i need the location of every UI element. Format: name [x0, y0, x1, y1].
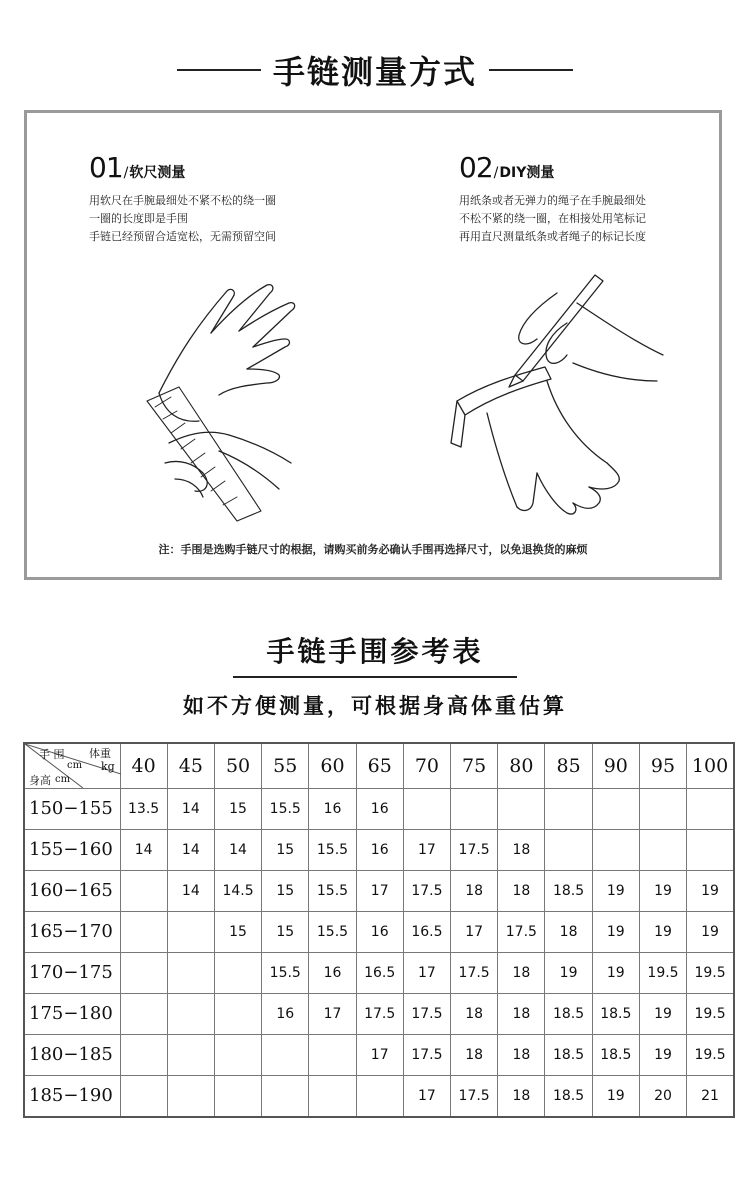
wrist-size-cell: 19 — [545, 952, 592, 993]
wrist-size-cell: 18 — [451, 993, 498, 1034]
weight-header-cell: 70 — [403, 743, 450, 789]
wrist-size-cell: 18 — [451, 870, 498, 911]
wrist-size-cell — [167, 993, 214, 1034]
table-row — [24, 911, 734, 952]
wrist-size-cell — [120, 993, 167, 1034]
wrist-size-cell: 17.5 — [356, 993, 403, 1034]
wrist-size-cell — [639, 789, 686, 830]
wrist-size-cell: 19.5 — [639, 952, 686, 993]
wrist-size-cell: 19 — [639, 911, 686, 952]
wrist-size-cell: 19.5 — [687, 993, 734, 1034]
wrist-size-cell: 15 — [262, 829, 309, 870]
method-number: 02 — [459, 151, 493, 184]
page-header — [0, 48, 750, 92]
wrist-size-cell: 19.5 — [687, 1034, 734, 1075]
weight-header-cell: 100 — [687, 743, 734, 789]
wrist-size-cell — [262, 1075, 309, 1117]
corner-wrist-unit: cm — [67, 760, 83, 771]
wrist-size-cell — [451, 789, 498, 830]
wrist-size-cell: 16 — [356, 911, 403, 952]
method-description-line: 一圈的长度即是手围 — [89, 212, 188, 225]
wrist-size-cell — [309, 1034, 356, 1075]
wrist-size-cell: 17.5 — [498, 911, 545, 952]
wrist-size-cell — [214, 1075, 261, 1117]
table-row — [24, 789, 734, 830]
wrist-size-cell: 17.5 — [451, 1075, 498, 1117]
wrist-size-cell — [167, 911, 214, 952]
wrist-size-cell: 18 — [498, 829, 545, 870]
wrist-size-cell: 17.5 — [403, 870, 450, 911]
weight-header-cell: 90 — [592, 743, 639, 789]
wrist-size-cell: 19 — [592, 911, 639, 952]
table-row — [24, 1075, 734, 1117]
weight-header-cell: 65 — [356, 743, 403, 789]
wrist-size-cell: 16 — [356, 789, 403, 830]
wrist-size-cell: 16 — [309, 952, 356, 993]
wrist-size-cell: 19.5 — [687, 952, 734, 993]
wrist-size-cell: 18 — [545, 911, 592, 952]
method-name: 软尺测量 — [129, 165, 186, 181]
method-soft-ruler — [89, 151, 276, 246]
wrist-size-cell: 17 — [403, 952, 450, 993]
wrist-size-cell: 19 — [639, 993, 686, 1034]
weight-header-cell: 40 — [120, 743, 167, 789]
wrist-size-cell: 18 — [498, 993, 545, 1034]
wrist-size-cell: 13.5 — [120, 789, 167, 830]
weight-header-cell: 75 — [451, 743, 498, 789]
weight-header-cell: 85 — [545, 743, 592, 789]
wrist-size-cell — [545, 829, 592, 870]
wrist-size-cell: 18.5 — [592, 993, 639, 1034]
height-range-cell: 185−190 — [24, 1075, 120, 1117]
wrist-size-cell: 18.5 — [545, 870, 592, 911]
wrist-size-cell — [639, 829, 686, 870]
wrist-size-cell — [120, 870, 167, 911]
method-diy — [459, 151, 646, 246]
wrist-size-cell: 17.5 — [403, 1034, 450, 1075]
wrist-size-cell — [592, 789, 639, 830]
wrist-size-cell: 20 — [639, 1075, 686, 1117]
wrist-size-cell: 21 — [687, 1075, 734, 1117]
wrist-size-cell: 15.5 — [262, 952, 309, 993]
wrist-size-cell: 18 — [498, 952, 545, 993]
wrist-size-cell: 18.5 — [545, 993, 592, 1034]
wrist-size-cell: 16.5 — [356, 952, 403, 993]
height-range-cell: 160−165 — [24, 870, 120, 911]
wrist-size-table — [23, 742, 735, 1118]
wrist-size-cell: 14 — [167, 870, 214, 911]
wrist-size-cell: 15 — [262, 911, 309, 952]
wrist-size-cell — [120, 1075, 167, 1117]
wrist-size-cell: 17 — [356, 1034, 403, 1075]
wrist-size-cell — [687, 829, 734, 870]
table-header-row — [24, 743, 734, 789]
method-name: DIY测量 — [499, 165, 555, 181]
wrist-size-cell — [545, 789, 592, 830]
wrist-size-cell: 14.5 — [214, 870, 261, 911]
wrist-size-cell: 18.5 — [545, 1034, 592, 1075]
wrist-size-cell: 17 — [356, 870, 403, 911]
reference-title-underline — [233, 676, 517, 678]
wrist-size-cell: 17.5 — [451, 829, 498, 870]
weight-header-cell: 50 — [214, 743, 261, 789]
method-number: 01 — [89, 151, 123, 184]
corner-height-unit: cm — [55, 774, 71, 785]
wrist-size-cell: 17 — [309, 993, 356, 1034]
wrist-size-cell — [687, 789, 734, 830]
wrist-size-cell: 19 — [687, 870, 734, 911]
corner-weight-label: 体重 — [89, 747, 111, 760]
wrist-size-cell: 19 — [639, 870, 686, 911]
height-range-cell: 165−170 — [24, 911, 120, 952]
method-description — [89, 192, 276, 246]
wrist-size-cell — [214, 1034, 261, 1075]
weight-header-cell: 95 — [639, 743, 686, 789]
wrist-size-cell: 17 — [403, 1075, 450, 1117]
weight-header-cell: 45 — [167, 743, 214, 789]
method-description — [459, 192, 646, 246]
wrist-size-cell: 18 — [498, 1034, 545, 1075]
wrist-size-cell — [309, 1075, 356, 1117]
weight-header-cell: 60 — [309, 743, 356, 789]
method-description-line: 再用直尺测量纸条或者绳子的标记长度 — [459, 230, 646, 243]
height-range-cell: 150−155 — [24, 789, 120, 830]
wrist-size-cell — [120, 1034, 167, 1075]
wrist-size-cell: 18 — [451, 1034, 498, 1075]
wrist-size-cell — [214, 993, 261, 1034]
wrist-size-cell: 14 — [120, 829, 167, 870]
wrist-size-cell: 17.5 — [403, 993, 450, 1034]
wrist-size-cell: 16 — [262, 993, 309, 1034]
wrist-size-cell: 17 — [451, 911, 498, 952]
wrist-size-cell: 17.5 — [451, 952, 498, 993]
wrist-size-cell — [403, 789, 450, 830]
diy-paper-strip-illustration — [427, 263, 667, 523]
table-row — [24, 952, 734, 993]
wrist-size-cell: 19 — [592, 1075, 639, 1117]
corner-height-label: 身高 — [29, 774, 51, 787]
table-corner-cell — [24, 743, 120, 789]
weight-header-cell: 55 — [262, 743, 309, 789]
wrist-size-cell: 16.5 — [403, 911, 450, 952]
wrist-size-cell: 16 — [356, 829, 403, 870]
method-description-line: 用软尺在手腕最细处不紧不松的绕一圈 — [89, 194, 276, 207]
wrist-size-cell: 19 — [592, 870, 639, 911]
wrist-size-cell: 18 — [498, 870, 545, 911]
reference-hint: 如不方便测量，可根据身高体重估算 — [183, 694, 567, 718]
wrist-size-cell: 19 — [639, 1034, 686, 1075]
wrist-size-cell: 14 — [167, 829, 214, 870]
corner-wrist-label: 手 围 — [39, 748, 65, 761]
wrist-size-cell: 14 — [214, 829, 261, 870]
method-description-line: 不松不紧的绕一圈，在相接处用笔标记 — [459, 212, 646, 225]
measurement-note: 注：手围是选购手链尺寸的根据，请购买前务必确认手围再选择尺寸，以免退换货的麻烦 — [158, 543, 588, 556]
wrist-size-cell — [214, 952, 261, 993]
wrist-size-cell: 18 — [498, 1075, 545, 1117]
title-line-left — [177, 69, 261, 71]
wrist-size-cell: 15.5 — [309, 829, 356, 870]
wrist-size-cell — [167, 1075, 214, 1117]
wrist-size-cell — [167, 952, 214, 993]
reference-title: 手链手围参考表 — [266, 635, 484, 668]
height-range-cell: 180−185 — [24, 1034, 120, 1075]
height-range-cell: 155−160 — [24, 829, 120, 870]
method-separator: / — [493, 165, 499, 181]
wrist-size-cell — [120, 952, 167, 993]
wrist-size-cell: 15.5 — [262, 789, 309, 830]
wrist-size-cell: 15.5 — [309, 870, 356, 911]
table-row — [24, 870, 734, 911]
table-row — [24, 1034, 734, 1075]
wrist-size-cell: 15 — [262, 870, 309, 911]
wrist-size-cell: 15 — [214, 911, 261, 952]
wrist-size-cell — [592, 829, 639, 870]
wrist-size-cell: 19 — [687, 911, 734, 952]
title-line-right — [489, 69, 573, 71]
table-row — [24, 829, 734, 870]
wrist-size-cell: 16 — [309, 789, 356, 830]
table-row — [24, 993, 734, 1034]
wrist-size-cell: 14 — [167, 789, 214, 830]
corner-weight-unit: kg — [101, 760, 115, 773]
wrist-size-cell — [498, 789, 545, 830]
wrist-size-cell — [167, 1034, 214, 1075]
wrist-size-cell: 19 — [592, 952, 639, 993]
weight-header-cell: 80 — [498, 743, 545, 789]
wrist-size-cell — [120, 911, 167, 952]
wrist-size-cell: 17 — [403, 829, 450, 870]
height-range-cell: 175−180 — [24, 993, 120, 1034]
wrist-size-cell: 18.5 — [592, 1034, 639, 1075]
method-separator: / — [123, 165, 129, 181]
height-range-cell: 170−175 — [24, 952, 120, 993]
wrist-size-cell — [356, 1075, 403, 1117]
measurement-panel — [24, 110, 722, 580]
page-title: 手链测量方式 — [272, 53, 477, 91]
method-description-line: 用纸条或者无弹力的绳子在手腕最细处 — [459, 194, 646, 207]
wrist-size-cell — [262, 1034, 309, 1075]
wrist-size-cell: 15 — [214, 789, 261, 830]
wrist-size-cell: 18.5 — [545, 1075, 592, 1117]
wrist-size-cell: 15.5 — [309, 911, 356, 952]
method-description-line: 手链已经预留合适宽松，无需预留空间 — [89, 230, 276, 243]
soft-ruler-hand-illustration — [119, 273, 319, 523]
